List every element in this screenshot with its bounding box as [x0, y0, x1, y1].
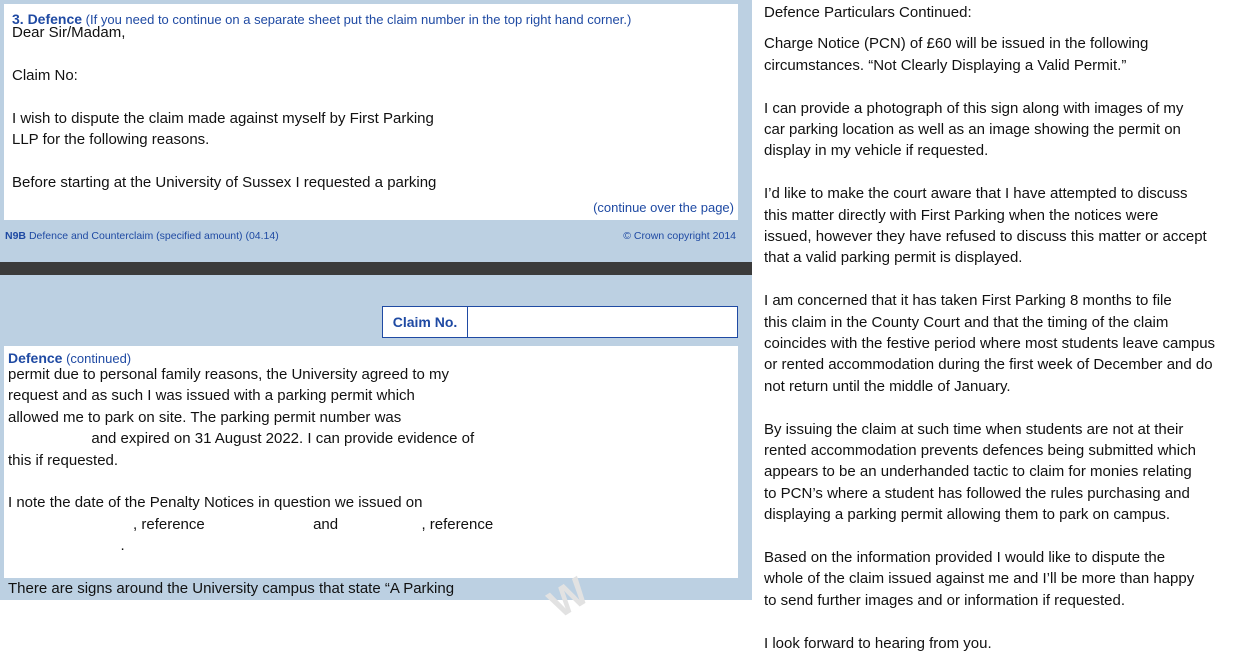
- page2-line: allowed me to park on site. The parking permit number was: [8, 408, 402, 426]
- claim-number-box: [382, 306, 738, 338]
- defence-panel-page1: [4, 4, 738, 220]
- form-title: Defence and Counterclaim (specified amount) (04.14): [28, 230, 279, 242]
- page2-line: .: [8, 537, 125, 555]
- claim-number-field[interactable]: [468, 307, 737, 337]
- form-footer-title: [5, 230, 279, 242]
- page1-line: Before starting at the University of Sussex I requested a parking: [12, 173, 437, 191]
- page2-line: I note the date of the Penalty Notices in question we issued on: [8, 494, 423, 512]
- page2-line: There are signs around the University campus that state “A Parking: [8, 580, 455, 597]
- continued-label: (continued): [66, 351, 132, 366]
- defence-particulars: [764, 2, 1258, 654]
- page2-line: and expired on 31 August 2022. I can provide evidence of: [8, 430, 475, 448]
- page1-line: Claim No:: [12, 66, 78, 84]
- particulars-paragraph: I can provide a photograph of this sign along with images of my car parking location as well as an image showing the permit on display in my vehicle if requested.: [764, 99, 1184, 160]
- particulars-paragraph: I am concerned that it has taken First Parking 8 months to file this claim in the County Court and that the timing of the claim coincides with the festive period where most students leave campus or rented accommodation during the first week of December and do not return until the middle of January.: [764, 292, 1216, 395]
- particulars-paragraph: I look forward to hearing from you.: [764, 634, 992, 652]
- page1-line: LLP for the following reasons.: [12, 131, 210, 148]
- defence-label: Defence: [8, 350, 63, 366]
- form-code: N9B: [5, 230, 27, 242]
- particulars-paragraph: I’d like to make the court aware that I have attempted to discuss this matter directly with First Parking when the notices were issued, however they have refused to discuss this matter or accept that a valid parking permit is displayed.: [764, 185, 1207, 267]
- claim-number-label: Claim No.: [383, 307, 468, 337]
- particulars-paragraph: By issuing the claim at such time when students are not at their rented accommodation prevents defences being submitted which appears to be an underhanded tactic to claim for monies relating to PCN’s where a student has followed the rules purchasing and displaying a parking permit allowing them to park on campus.: [764, 420, 1196, 524]
- page1-line: Dear Sir/Madam,: [12, 24, 126, 41]
- watermark-fragment: W: [540, 569, 597, 627]
- page-separator: [0, 262, 752, 275]
- copyright-notice: © Crown copyright 2014: [623, 230, 736, 242]
- section-number: 3. Defence: [12, 11, 83, 27]
- particulars-paragraph: Based on the information provided I would like to dispute the whole of the claim issued against me and I’ll be more than happy to send further images and or information if requested.: [764, 549, 1195, 609]
- page2-line: request and as such I was issued with a parking permit which: [8, 387, 415, 405]
- page1-line: I wish to dispute the claim made against myself by First Parking: [12, 109, 434, 127]
- section-note: (If you need to continue on a separate sheet put the claim number in the top right hand corner.): [85, 12, 632, 27]
- particulars-paragraph: Charge Notice (PCN) of £60 will be issued in the following circumstances. “Not Clearly Displaying a Valid Permit.”: [764, 35, 1149, 74]
- continue-over-page: (continue over the page): [593, 200, 734, 215]
- page2-line: permit due to personal family reasons, the University agreed to my: [8, 366, 450, 383]
- defence-panel-page2: [4, 346, 738, 578]
- page2-line: , reference and , reference: [8, 515, 494, 533]
- particulars-title: Defence Particulars Continued:: [764, 4, 972, 21]
- page2-line: this if requested.: [8, 451, 119, 469]
